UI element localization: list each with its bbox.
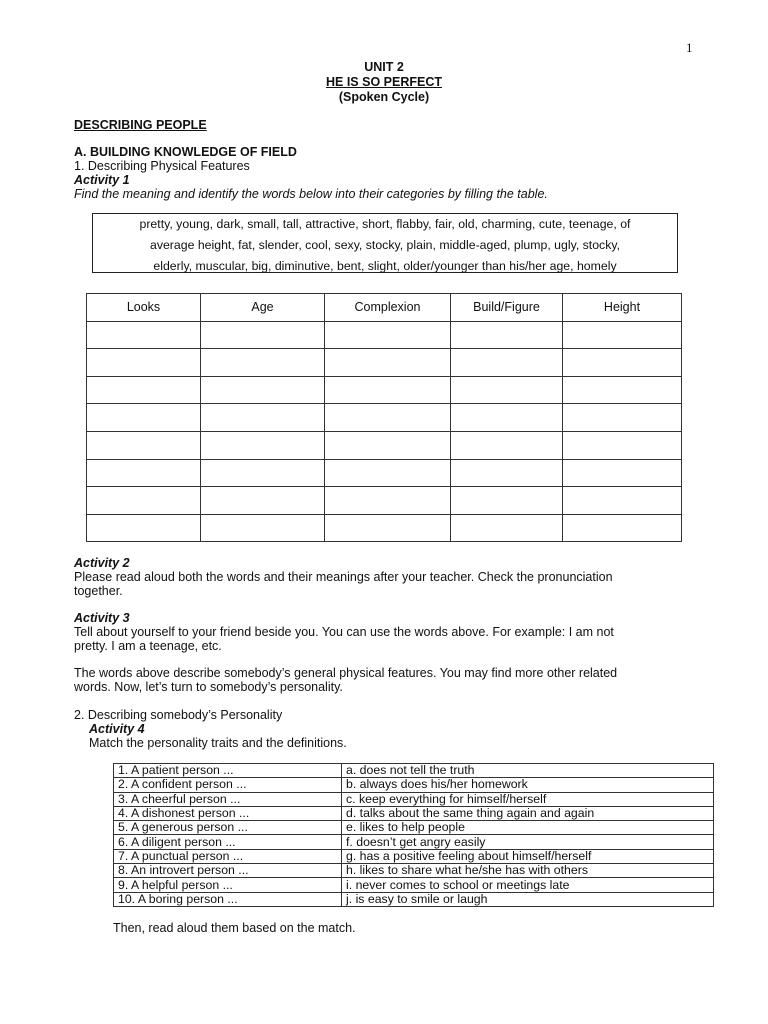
table-cell[interactable] (325, 376, 451, 404)
definition-cell: f. doesn’t get angry easily (342, 835, 714, 849)
word-box-line: average height, fat, slender, cool, sexy, stocky, plain, middle-aged, plump, ugly, stocky, (149, 238, 621, 252)
table-cell[interactable] (201, 459, 325, 487)
table-cell[interactable] (201, 487, 325, 515)
trait-cell: 5. A generous person ... (114, 821, 342, 835)
table-row (87, 431, 682, 459)
table-cell[interactable] (325, 349, 451, 377)
page-number: 1 (686, 40, 693, 55)
table-row (87, 321, 682, 349)
table-row (87, 487, 682, 515)
table-cell[interactable] (563, 321, 682, 349)
table-cell[interactable] (451, 376, 563, 404)
table-row (114, 892, 714, 906)
activity-3-text: pretty. I am a teenage, etc. (74, 639, 222, 653)
category-table-header-row (87, 294, 682, 322)
word-box-line: pretty, young, dark, small, tall, attractive, short, flabby, fair, old, charming, cute, teenage, of (139, 217, 631, 231)
table-row (114, 764, 714, 778)
trait-cell: 6. A diligent person ... (114, 835, 342, 849)
trait-cell: 8. An introvert person ... (114, 864, 342, 878)
table-cell[interactable] (451, 349, 563, 377)
definition-cell: i. never comes to school or meetings late (342, 878, 714, 892)
table-row (87, 404, 682, 432)
table-cell[interactable] (325, 459, 451, 487)
table-row (114, 864, 714, 878)
definition-cell: g. has a positive feeling about himself/herself (342, 849, 714, 863)
table-cell[interactable] (325, 487, 451, 515)
definition-cell: a. does not tell the truth (342, 764, 714, 778)
header-age: Age (201, 294, 325, 322)
unit-label: UNIT 2 (364, 60, 404, 74)
transition-text: words. Now, let’s turn to somebody’s personality. (74, 680, 343, 694)
table-cell[interactable] (563, 459, 682, 487)
activity-1-instruction: Find the meaning and identify the words below into their categories by filling the table. (74, 187, 548, 201)
table-cell[interactable] (563, 404, 682, 432)
word-box (92, 213, 678, 273)
trait-cell: 2. A confident person ... (114, 778, 342, 792)
definition-cell: h. likes to share what he/she has with others (342, 864, 714, 878)
table-cell[interactable] (201, 376, 325, 404)
table-cell[interactable] (325, 321, 451, 349)
table-cell[interactable] (87, 321, 201, 349)
definition-cell: d. talks about the same thing again and again (342, 806, 714, 820)
table-row (114, 849, 714, 863)
table-row (114, 778, 714, 792)
trait-cell: 3. A cheerful person ... (114, 792, 342, 806)
table-row (114, 878, 714, 892)
table-cell[interactable] (325, 431, 451, 459)
table-cell[interactable] (325, 514, 451, 542)
table-cell[interactable] (201, 349, 325, 377)
table-cell[interactable] (563, 376, 682, 404)
table-row (87, 459, 682, 487)
trait-cell: 7. A punctual person ... (114, 849, 342, 863)
header-height: Height (563, 294, 682, 322)
category-table (86, 293, 682, 542)
table-cell[interactable] (563, 487, 682, 515)
table-cell[interactable] (87, 487, 201, 515)
word-box-line: elderly, muscular, big, diminutive, bent, slight, older/younger than his/her age, homely (153, 259, 617, 273)
table-cell[interactable] (451, 431, 563, 459)
table-cell[interactable] (87, 404, 201, 432)
table-cell[interactable] (201, 321, 325, 349)
definition-cell: c. keep everything for himself/herself (342, 792, 714, 806)
table-row (87, 514, 682, 542)
activity-1-label: Activity 1 (74, 173, 130, 187)
table-cell[interactable] (563, 514, 682, 542)
definition-cell: b. always does his/her homework (342, 778, 714, 792)
activity-3-label: Activity 3 (74, 611, 130, 625)
table-cell[interactable] (451, 459, 563, 487)
table-cell[interactable] (563, 431, 682, 459)
table-row (87, 349, 682, 377)
table-cell[interactable] (87, 349, 201, 377)
table-cell[interactable] (201, 404, 325, 432)
table-cell[interactable] (87, 431, 201, 459)
trait-cell: 4. A dishonest person ... (114, 806, 342, 820)
page-title: HE IS SO PERFECT (326, 75, 442, 89)
table-cell[interactable] (87, 376, 201, 404)
table-cell[interactable] (451, 514, 563, 542)
activity-4-instruction: Match the personality traits and the definitions. (89, 736, 347, 750)
activity-2-text: together. (74, 584, 123, 598)
table-cell[interactable] (325, 404, 451, 432)
page-subtitle: (Spoken Cycle) (338, 90, 430, 104)
table-row (114, 835, 714, 849)
definition-cell: e. likes to help people (342, 821, 714, 835)
table-row (114, 792, 714, 806)
table-cell[interactable] (451, 487, 563, 515)
table-cell[interactable] (87, 459, 201, 487)
part-a-heading: A. BUILDING KNOWLEDGE OF FIELD (74, 145, 297, 159)
subsection-physical-features: 1. Describing Physical Features (74, 159, 250, 173)
definition-cell: j. is easy to smile or laugh (342, 892, 714, 906)
activity-2-label: Activity 2 (74, 556, 130, 570)
table-cell[interactable] (451, 321, 563, 349)
header-complexion: Complexion (325, 294, 451, 322)
activity-3-text: Tell about yourself to your friend beside you. You can use the words above. For example: I am not (74, 625, 614, 639)
transition-text: The words above describe somebody’s general physical features. You may find more other related (74, 666, 618, 680)
table-cell[interactable] (451, 404, 563, 432)
table-row (114, 806, 714, 820)
header-looks: Looks (87, 294, 201, 322)
table-cell[interactable] (201, 514, 325, 542)
closing-instruction: Then, read aloud them based on the match. (113, 921, 356, 935)
table-cell[interactable] (201, 431, 325, 459)
activity-2-text: Please read aloud both the words and their meanings after your teacher. Check the pronunciation (74, 570, 613, 584)
trait-cell: 1. A patient person ... (114, 764, 342, 778)
subsection-personality: 2. Describing somebody’s Personality (74, 708, 283, 722)
trait-cell: 10. A boring person ... (114, 892, 342, 906)
table-cell[interactable] (563, 349, 682, 377)
trait-cell: 9. A helpful person ... (114, 878, 342, 892)
matching-table (113, 763, 714, 907)
header-build-figure: Build/Figure (451, 294, 563, 322)
section-title: DESCRIBING PEOPLE (74, 118, 207, 132)
activity-4-label: Activity 4 (89, 722, 145, 736)
table-cell[interactable] (87, 514, 201, 542)
table-row (114, 821, 714, 835)
table-row (87, 376, 682, 404)
